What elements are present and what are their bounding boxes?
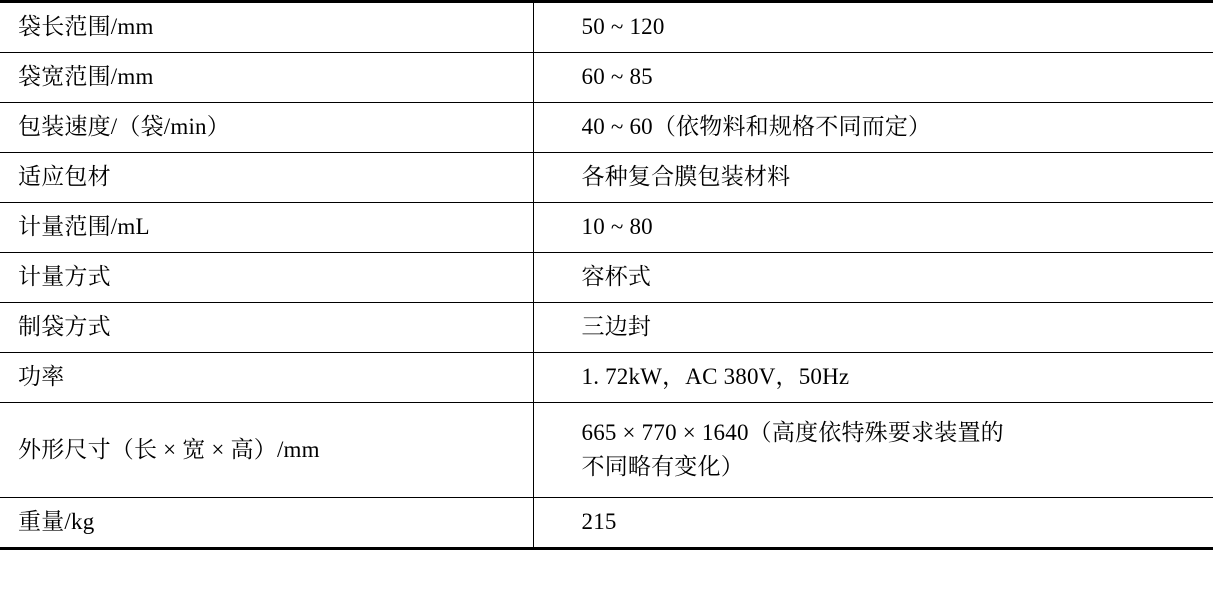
table-cell-label: 适应包材 [0,153,533,203]
table-cell-label: 包装速度/（袋/min） [0,103,533,153]
table-cell-value [533,153,1213,203]
table-cell-label: 计量方式 [0,253,533,303]
table-cell-value [533,203,1213,253]
value-line: 容杯式 [581,264,652,290]
value-lines [582,360,1213,395]
table-cell-label: 计量范围/mL [0,203,533,253]
value-line: 三边封 [581,314,652,340]
table-row [0,303,1213,353]
table-cell-value [533,353,1213,403]
table-row [0,203,1213,253]
value-lines [582,310,1213,345]
table-cell-value [533,253,1213,303]
table-body [0,2,1213,549]
table-row [0,498,1213,549]
table-row [0,53,1213,103]
table-cell-value [533,403,1213,498]
table-cell-label: 重量/kg [0,498,533,549]
value-line: 60 ~ 85 [581,64,653,90]
table-row [0,403,1213,498]
value-line: 各种复合膜包装材料 [581,164,791,190]
table-row [0,253,1213,303]
value-lines [582,210,1213,245]
value-line: 665 × 770 × 1640（高度依特殊要求装置的 [581,419,1004,445]
table-row [0,353,1213,403]
value-lines [582,60,1213,95]
table-cell-value [533,303,1213,353]
table-cell-label: 功率 [0,353,533,403]
value-lines [582,505,1213,540]
value-line: 40 ~ 60（依物料和规格不同而定） [581,114,932,140]
table-cell-label: 制袋方式 [0,303,533,353]
table-cell-value [533,2,1213,53]
table-cell-value [533,53,1213,103]
table-row [0,153,1213,203]
value-line: 不同略有变化） [581,454,744,479]
value-line: 215 [581,509,617,535]
value-lines [582,160,1213,195]
table-row [0,2,1213,53]
table-cell-label: 袋宽范围/mm [0,53,533,103]
value-line: 10 ~ 80 [581,214,653,240]
table-cell-label: 袋长范围/mm [0,2,533,53]
table-cell-value [533,103,1213,153]
value-line: 50 ~ 120 [581,14,665,40]
table-cell-label: 外形尺寸（长 × 宽 × 高）/mm [0,403,533,498]
value-lines [582,110,1213,145]
value-line: 1. 72kW，AC 380V，50Hz [581,364,850,390]
value-lines [582,10,1213,45]
table-row [0,103,1213,153]
value-lines [582,416,1213,485]
value-lines [582,260,1213,295]
table-cell-value [533,498,1213,549]
